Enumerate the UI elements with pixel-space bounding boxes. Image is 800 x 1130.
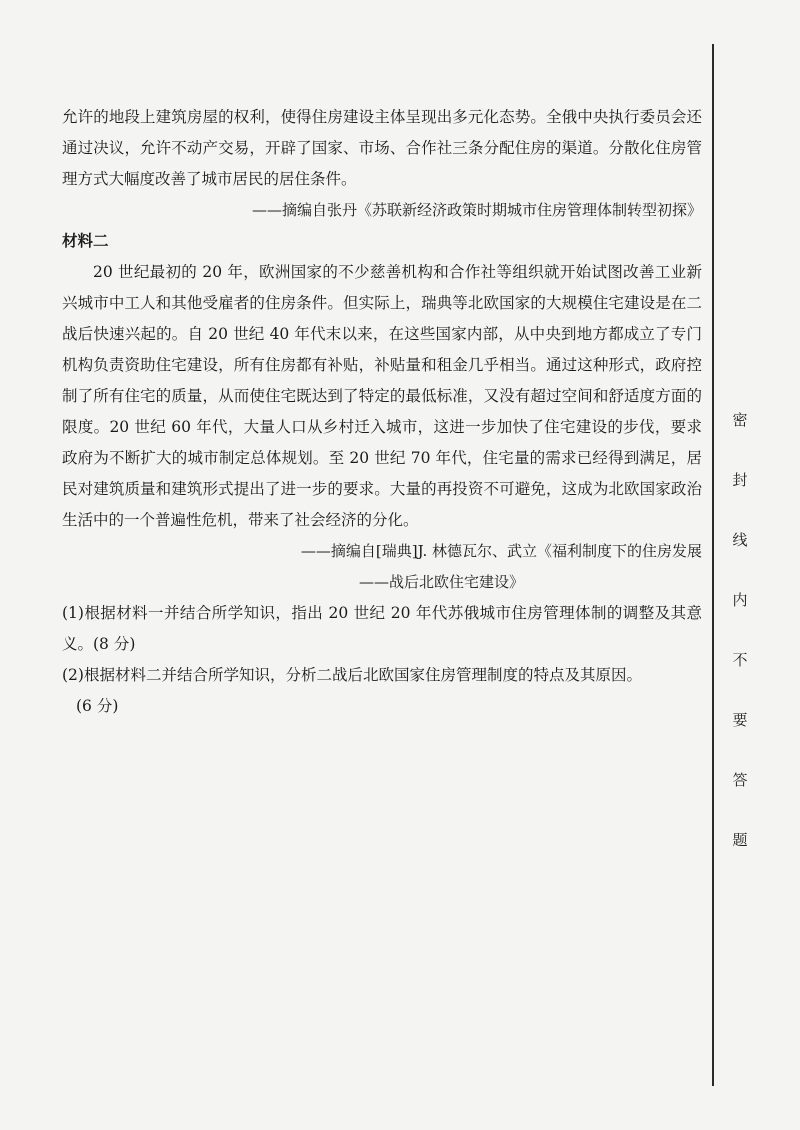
seal-char: 答 — [732, 771, 748, 789]
seal-char: 封 — [732, 471, 748, 489]
seal-line — [712, 44, 714, 1086]
question-2: (2)根据材料二并结合所学知识，分析二战后北欧国家住房管理制度的特点及其原因。 — [62, 666, 642, 684]
seal-notice — [727, 410, 753, 850]
material2-source-line2: ——战后北欧住宅建设》 — [358, 573, 524, 591]
seal-char: 题 — [732, 831, 748, 849]
material1-tail-text: 允许的地段上建筑房屋的权利，使得住房建设主体呈现出多元化态势。全俄中央执行委员会还通过决议，允许不动产交易，开辟了国家、市场、合作社三条分配住房的渠道。分散化住房管理方式大幅度改善了城市居民的居住条件。 — [62, 108, 702, 188]
material1-source: ——摘编自张丹《苏联新经济政策时期城市住房管理体制转型初探》 — [251, 201, 702, 219]
seal-char: 密 — [732, 411, 748, 429]
material2-heading: 材料二 — [62, 232, 109, 250]
seal-char: 线 — [732, 531, 748, 549]
material2-source-line1: ——摘编自[瑞典]J. 林德瓦尔、武立《福利制度下的住房发展 — [300, 542, 702, 560]
seal-char: 不 — [732, 651, 748, 669]
material2-body: 20 世纪最初的 20 年，欧洲国家的不少慈善机构和合作社等组织就开始试图改善工业新兴城市中工人和其他受雇者的住房条件。但实际上，瑞典等北欧国家的大规模住宅建设是在二战后快速兴起的。自 20 世纪 40 年代末以来，在这些国家内部，从中央到地方都成立了专门机构负责资助住宅建设，所有住房都有补贴，补贴量和租金几乎相当。通过这种形式，政府控制了所有住宅的质量，从而使住宅既达到了特定的最低标准，又没有超过空间和舒适度方面的限度。20 世纪 60 年代，大量人口从乡村迁入城市，这进一步加快了住宅建设的步伐，要求政府为不断扩大的城市制定总体规划。至 20 世纪 70 年代，住宅量的需求已经得到满足，居民对建筑质量和建筑形式提出了进一步的要求。大量的再投资不可避免，这成为北欧国家政治生活中的一个普遍性危机，带来了社会经济的分化。 — [62, 263, 702, 529]
question-1: (1)根据材料一并结合所学知识，指出 20 世纪 20 年代苏俄城市住房管理体制的调整及其意义。(8 分) — [62, 604, 702, 653]
exam-content — [62, 102, 702, 722]
seal-char: 内 — [732, 591, 748, 609]
seal-char: 要 — [732, 711, 748, 729]
question-2-score: (6 分) — [76, 697, 119, 715]
